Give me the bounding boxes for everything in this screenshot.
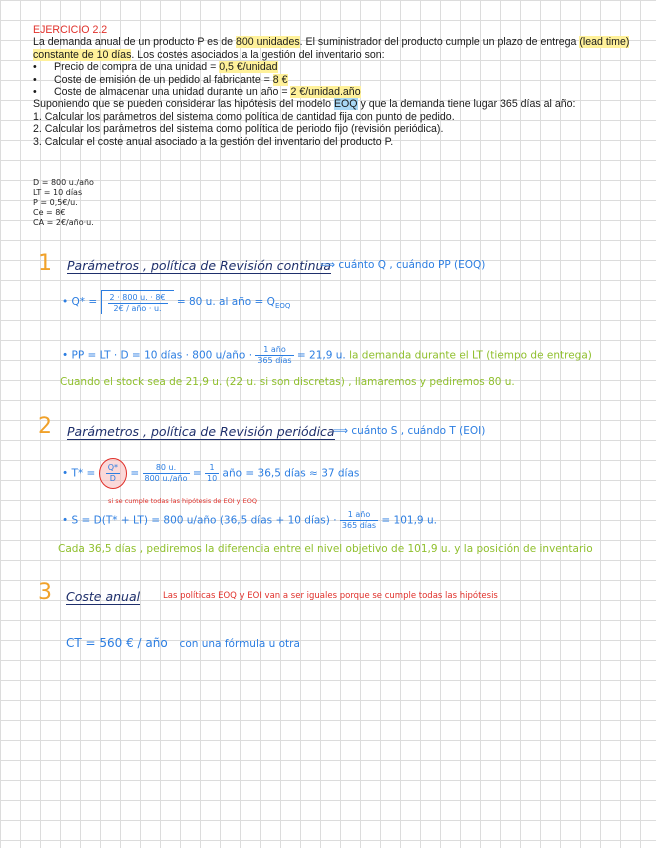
- exercise-intro: La demanda anual de un producto P es de 800 unidades. El suministrador del producto cumple un plazo de entrega (lead time) constante de 10 días. Los costes asociados a la gestión del inventario son:: [33, 36, 630, 61]
- period-formula: • T* = $\frac{Q*}{D}$ = $\frac{80 u.}{\text{800 u./año}}$ = $\frac{1}{10}$ año = 36,5 días ≈ 37 días: [62, 458, 359, 489]
- cost-bullet: • Precio de compra de una unidad = 0,5 €/unidad: [33, 61, 278, 74]
- question-1: 1. Calcular los parámetros del sistema como política de cantidad fija con punto de pedido.: [33, 110, 455, 123]
- section-3-note: Las políticas EOQ y EOI van a ser iguales porque se cumple todas las hipótesis: [163, 591, 498, 601]
- givens-list: D = 800 u./año LT = 10 días P = 0,5€/u. Ce = 8€ CA = 2€/año·u.: [33, 178, 94, 227]
- highlight-demand: 800 unidades: [236, 36, 300, 49]
- section-1-heading: Parámetros , política de Revisión continua: [67, 258, 332, 273]
- highlight-eoq: EOQ: [333, 98, 358, 111]
- section-2-conclusion: Cada 36,5 días , pediremos la diferencia entre el nivel objetivo de 101,9 u. y la posición de inventario: [58, 543, 593, 555]
- section-1-conclusion: Cuando el stock sea de 21,9 u. (22 u. si son discretas) , llamaremos y pediremos 80 u.: [60, 376, 515, 388]
- section-3-heading: Coste anual: [66, 589, 141, 604]
- cost-bullet: • Coste de emisión de un pedido al fabricante = 8 €: [33, 73, 288, 86]
- question-3: 3. Calcular el coste anual asociado a la gestión del inventario del producto P.: [33, 135, 394, 148]
- reorder-point-formula: • PP = LT · D = 10 días · 800 u/año · $\frac{\text{1 año}}{\text{365 días}}$ = 21,9 u. la demanda durante el LT (tiempo de entrega): [62, 345, 592, 365]
- section-1-number: 1: [38, 251, 52, 276]
- cost-bullet: • Coste de almacenar una unidad durante un año = 2 €/unidad.año: [33, 86, 361, 99]
- question-2: 2. Calcular los parámetros del sistema como política de periodo fijo (revisión periódica).: [33, 123, 444, 136]
- total-cost: CT = 560 € / año con una fórmula u otra: [66, 636, 300, 650]
- hypothesis-note: si se cumple todas las hipótesis de EOI y EOQ: [108, 497, 257, 505]
- order-up-to-formula: • S = D(T* + LT) = 800 u/año (36,5 días + 10 días) · $\frac{\text{1 año}}{\text{365 días}}$ = 101,9 u.: [62, 510, 437, 530]
- section-1-note: ⟹ cuánto Q , cuándo PP (EOQ): [320, 259, 486, 271]
- section-3-number: 3: [38, 580, 52, 605]
- exercise-title: EJERCICIO 2.2: [33, 24, 108, 36]
- section-2-note: ⟹ cuánto S , cuándo T (EOI): [333, 425, 486, 437]
- exercise-statement: [33, 24, 648, 148]
- assumption-text: Suponiendo que se pueden considerar las hipótesis del modelo EOQ y que la demanda tiene lugar 365 días al año:: [33, 98, 576, 111]
- section-2-number: 2: [38, 414, 52, 439]
- eoq-formula: • Q* = $\frac{2 \cdot 800 u. \cdot 8€}{\text{2€ / año · u.}}$ = 80 u. al año = $Q_{EOQ}$: [62, 290, 290, 314]
- section-2-heading: Parámetros , política de Revisión periódica: [67, 424, 335, 439]
- highlight-lead-time: (lead time) constante de 10 días: [33, 36, 630, 61]
